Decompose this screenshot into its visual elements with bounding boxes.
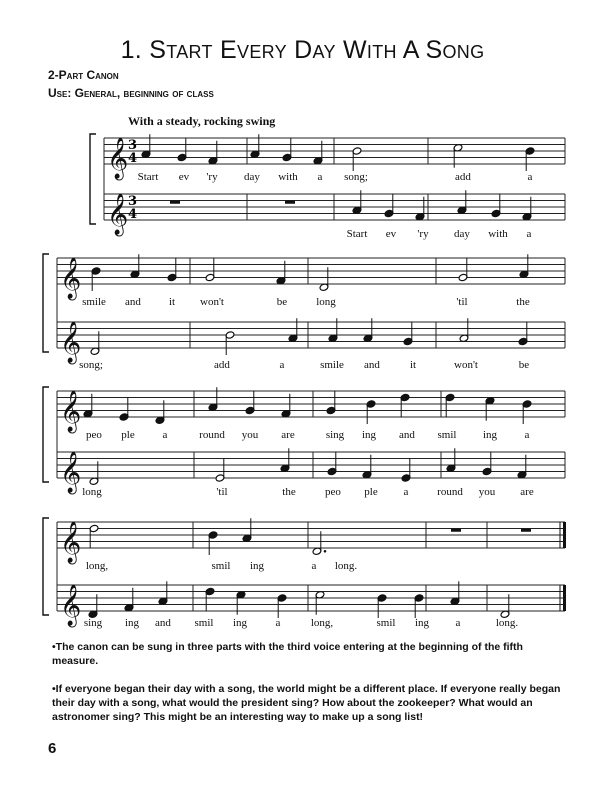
lyric-syllable: 'til [216,486,228,498]
lyric-syllable: Start [346,228,368,240]
time-signature-top: 3 [128,194,138,209]
lyric-syllable: and [155,617,171,629]
lyric-syllable: long, [310,617,334,629]
lyric-syllable: the [516,296,530,308]
lyric-syllable: a [317,171,323,183]
lyric-syllable: long. [334,560,358,572]
lyric-syllable: ev [178,171,190,183]
page-number: 6 [48,740,57,757]
lyric-syllable: 'til [456,296,468,308]
lyric-syllable: a [403,486,409,498]
time-signature-bottom: 4 [128,207,138,222]
lyric-syllable: sing [83,617,103,629]
lyric-syllable: ing [249,560,265,572]
lyric-syllable: won't [454,359,478,371]
lyric-syllable: song; [79,359,103,371]
lyric-syllable: sing [325,429,345,441]
lyric-syllable: you [241,429,259,441]
system-bracket [43,254,49,352]
lyric-syllable: Start [137,171,159,183]
treble-clef-icon: 𝄞 [60,452,82,493]
final-barline-thick [563,585,566,611]
lyric-syllable: a [279,359,285,371]
lyric-syllable: smil [437,429,457,441]
treble-clef-icon: 𝄞 [60,391,82,432]
whole-rest [451,529,461,532]
treble-clef-icon: 𝄞 [60,522,82,563]
lyric-syllable: smil [211,560,231,572]
final-barline-thick [563,522,566,548]
lyric-syllable: long, [85,560,109,572]
note-dot [324,550,327,553]
lyric-syllable: ple [121,429,135,441]
system-bracket [43,387,49,482]
tempo-marking: With a steady, rocking swing [128,114,276,128]
lyric-syllable: ev [385,228,397,240]
treble-clef-icon: 𝄞 [107,138,129,179]
lyric-syllable: long. [495,617,519,629]
lyric-syllable: a [527,171,533,183]
lyric-syllable: smil [194,617,214,629]
lyric-syllable: day [244,171,260,183]
lyric-syllable: ing [232,617,248,629]
time-signature-top: 3 [128,138,138,153]
lyric-syllable: ing [482,429,498,441]
lyric-syllable: song; [344,171,368,183]
lyric-syllable: round [199,429,225,441]
lyric-syllable: long [316,296,336,308]
system-bracket [90,134,96,224]
whole-rest [521,529,531,532]
lyric-syllable: smil [376,617,396,629]
lyric-syllable: ing [124,617,140,629]
lyric-syllable: a [162,429,168,441]
lyric-syllable: be [518,359,530,371]
lyric-syllable: ple [364,486,378,498]
time-signature-bottom: 4 [128,151,138,166]
lyric-syllable: long [82,486,102,498]
lyric-syllable: it [168,296,176,308]
lyric-syllable: add [455,171,471,183]
lyric-syllable: smile [82,296,106,308]
performance-note: •The canon can be sung in three parts with the third voice entering at the beginning of the fifth measure. [52,641,523,667]
lyric-syllable: ing [414,617,430,629]
lyric-syllable: a [524,429,530,441]
lyric-syllable: are [520,486,534,498]
lyric-syllable: add [214,359,230,371]
lyric-syllable: a [526,228,532,240]
lyric-syllable: a [275,617,281,629]
song-use-label: Use: General, beginning of class [48,86,214,100]
lyric-syllable: a [311,560,317,572]
song-type-label: 2-Part Canon [48,68,119,82]
lyric-syllable: be [276,296,288,308]
lyric-syllable: are [281,429,295,441]
lyric-syllable: won't [200,296,224,308]
lyric-syllable: with [488,228,508,240]
lyric-syllable: and [364,359,380,371]
whole-rest [285,201,295,204]
lyric-syllable: peo [86,429,102,441]
lyric-syllable: the [282,486,296,498]
lyric-syllable: you [478,486,496,498]
lyric-syllable: round [437,486,463,498]
system-bracket [43,518,49,615]
lyric-syllable: day [454,228,470,240]
song-title: 1. Start Every Day With A Song [120,36,485,64]
lyric-syllable: and [399,429,415,441]
treble-clef-icon: 𝄞 [60,258,82,299]
treble-clef-icon: 𝄞 [60,585,82,626]
lyric-syllable: a [455,617,461,629]
lyric-syllable: with [278,171,298,183]
lyric-syllable: and [125,296,141,308]
lyric-syllable: peo [325,486,341,498]
lyric-syllable: 'ry [417,228,429,240]
lyric-syllable: ing [361,429,377,441]
treble-clef-icon: 𝄞 [60,322,82,363]
whole-rest [170,201,180,204]
lyric-syllable: 'ry [206,171,218,183]
discussion-note: •If everyone began their day with a song, the world might be a different place. If everyone really began their day with a song, what would the president sing? How about the zookeeper? What would an astronomer sing? This might be an interesting way to make up a song list! [52,683,561,723]
lyric-syllable: smile [320,359,344,371]
treble-clef-icon: 𝄞 [107,194,129,235]
lyric-syllable: it [409,359,417,371]
